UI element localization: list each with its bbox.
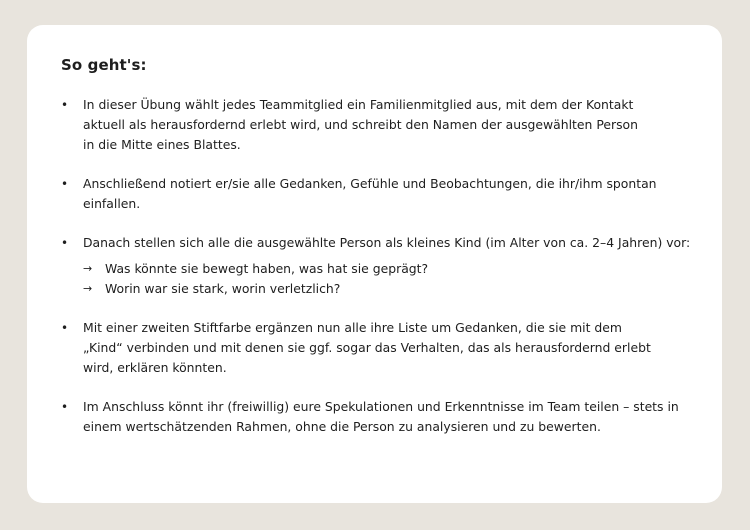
list-item <box>61 233 711 299</box>
list-item <box>61 174 663 214</box>
arrow-right-icon: → <box>83 282 93 295</box>
instruction-card <box>27 25 722 503</box>
bullet-marker: • <box>61 400 69 414</box>
list-item-text: Im Anschluss könnt ihr (freiwillig) eure Spekulationen und Erkenntnisse im Team teilen – stets in einem wertschätzenden Rahmen, ohne die Person zu analysieren und zu bewerten. <box>83 399 679 434</box>
sublist-item-text: Worin war sie stark, worin verletzlich? <box>105 281 341 296</box>
bullet-marker: • <box>61 321 69 335</box>
arrow-right-icon: → <box>83 262 93 275</box>
instruction-list <box>61 95 711 456</box>
list-item-text: Danach stellen sich alle die ausgewählte Person als kleines Kind (im Alter von ca. 2–4 Jahren) vor: <box>83 235 691 250</box>
question-sublist <box>83 259 711 299</box>
list-item <box>61 397 688 437</box>
list-item-text: Mit einer zweiten Stiftfarbe ergänzen nun alle ihre Liste um Gedanken, die sie mit dem „Kind“ verbinden und mit denen sie ggf. sogar das Verhalten, das als herausfordernd erlebt wird, erklären könnten. <box>83 320 651 375</box>
list-item-text: In dieser Übung wählt jedes Teammitglied ein Familienmitglied aus, mit dem der Kontakt aktuell als herausfordernd erlebt wird, und schreibt den Namen der ausgewählten Person in die Mitte eines Blattes. <box>83 97 638 152</box>
list-item <box>61 95 638 155</box>
list-item <box>61 318 663 378</box>
card-heading: So geht's: <box>61 56 147 74</box>
sublist-item-text: Was könnte sie bewegt haben, was hat sie geprägt? <box>105 261 429 276</box>
list-item-text: Anschließend notiert er/sie alle Gedanken, Gefühle und Beobachtungen, die ihr/ihm spontan einfallen. <box>83 176 657 211</box>
sublist-item <box>83 279 711 299</box>
bullet-marker: • <box>61 236 69 250</box>
sublist-item <box>83 259 711 279</box>
bullet-marker: • <box>61 98 69 112</box>
bullet-marker: • <box>61 177 69 191</box>
